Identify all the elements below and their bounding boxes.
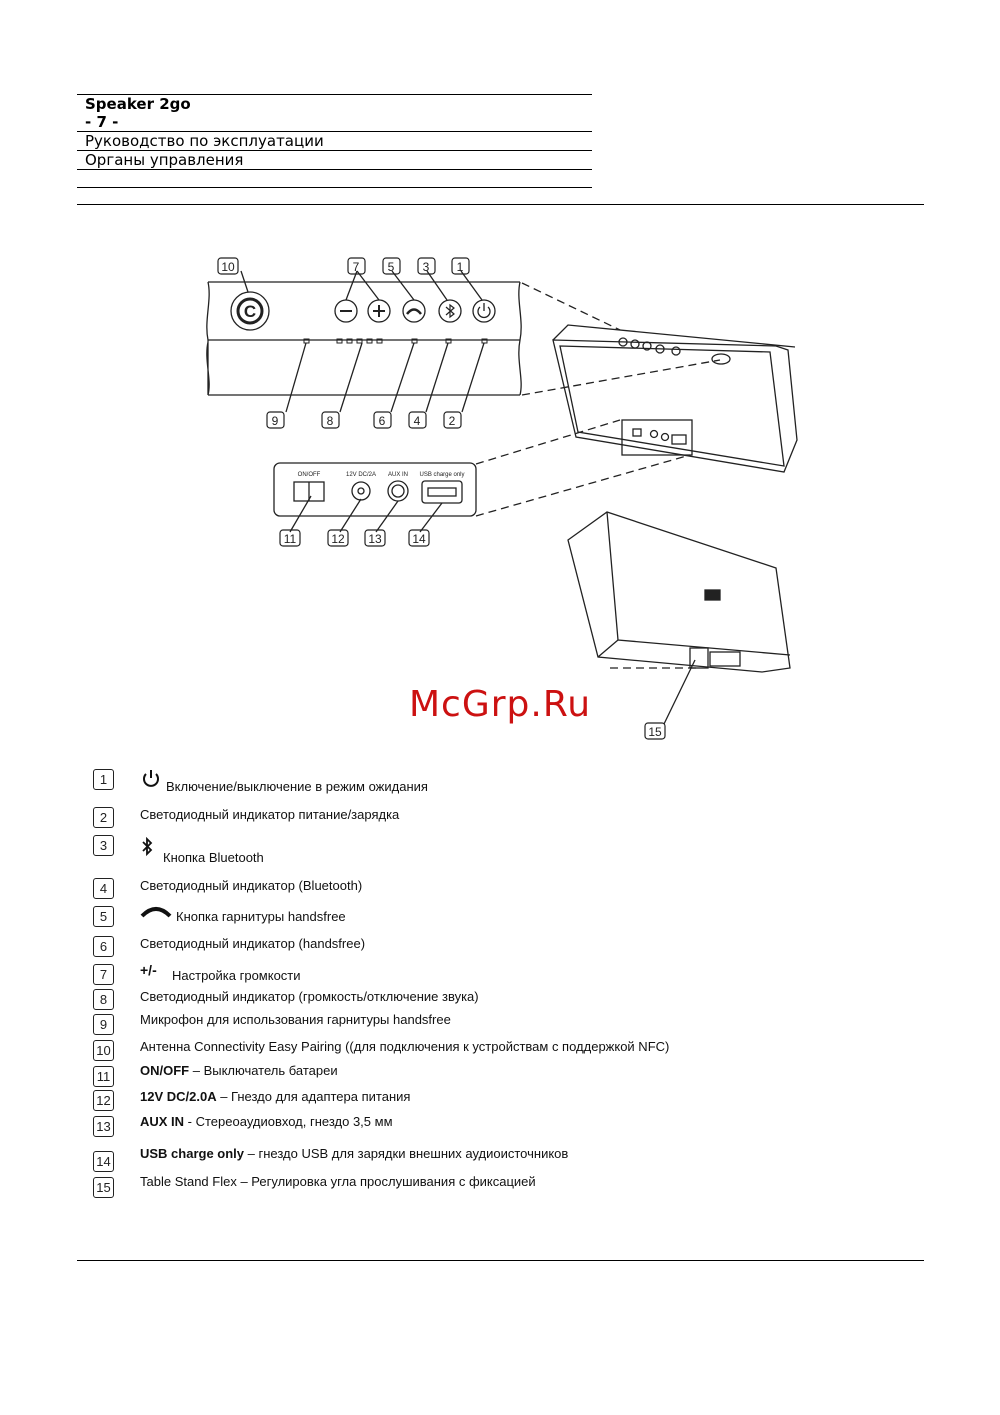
legend-number: 8 (93, 989, 114, 1010)
watermark: McGrp.Ru (408, 684, 592, 725)
callout-12: 12 (331, 532, 345, 546)
product-name: Speaker 2go (77, 94, 592, 113)
legend-number: 7 (93, 964, 114, 985)
page-number: - 7 - (85, 113, 119, 131)
legend-item-5 (93, 906, 953, 936)
callout-5: 5 (387, 260, 395, 274)
port-label-onoff: ON/OFF (297, 472, 321, 478)
speaker-stand-view (568, 512, 790, 672)
callout-8: 8 (326, 414, 334, 428)
legend-text: Микрофон для использования гарнитуры handsfree (140, 1012, 451, 1027)
legend-number: 3 (93, 835, 114, 856)
legend-text (140, 1146, 568, 1161)
port-label-aux: AUX IN (387, 472, 409, 478)
legend-text: Светодиодный индикатор (handsfree) (140, 936, 366, 951)
port-label-usb: USB charge only (419, 472, 465, 478)
callout-3: 3 (422, 260, 430, 274)
legend-text (140, 1063, 338, 1078)
legend-bold: USB charge only (140, 1146, 245, 1161)
handsfree-shape (403, 300, 425, 322)
bluetooth-icon (140, 837, 154, 857)
legend-bold: 12V DC/2.0A (140, 1089, 217, 1104)
legend-rest: – гнездо USB для зарядки внешних аудиоисточников (244, 1146, 569, 1161)
legend-number: 9 (93, 1014, 114, 1035)
nfc-logo-letter: C (243, 302, 257, 321)
legend-number: 4 (93, 878, 114, 899)
legend-text: Светодиодный индикатор (громкость/отключение звука) (140, 989, 479, 1004)
callout-15: 15 (648, 725, 662, 739)
power-icon (140, 769, 162, 789)
handset-icon (140, 906, 172, 920)
legend-item-1 (93, 769, 953, 799)
legend-item-3 (93, 835, 953, 865)
legend-item-6 (93, 936, 953, 966)
legend-text (140, 1089, 410, 1104)
legend-rest: – Выключатель батареи (189, 1063, 338, 1078)
legend-number: 2 (93, 807, 114, 828)
legend-text: Кнопка Bluetooth (163, 850, 264, 865)
callout-13: 13 (368, 532, 382, 546)
callout-14: 14 (412, 532, 426, 546)
section-title: Органы управления (77, 150, 592, 169)
legend-number: 5 (93, 906, 114, 927)
legend-text: Table Stand Flex – Регулировка угла прослушивания с фиксацией (140, 1174, 536, 1189)
legend-rest: - Стереоаудиовход, гнездо 3,5 мм (184, 1114, 393, 1129)
legend-text: Включение/выключение в режим ожидания (166, 779, 428, 794)
legend-bold: ON/OFF (140, 1063, 190, 1078)
legend-number: 12 (93, 1090, 114, 1111)
legend-number: 14 (93, 1151, 114, 1172)
callout-4: 4 (413, 414, 421, 428)
legend-text: Кнопка гарнитуры handsfree (176, 909, 346, 924)
document-header (77, 94, 592, 188)
legend-number: 13 (93, 1116, 114, 1137)
port-label-dc: 12V DC/2A (345, 472, 377, 478)
legend-text: Настройка громкости (172, 968, 301, 983)
legend-text: Антенна Connectivity Easy Pairing ((для подключения к устройствам с поддержкой NFC) (140, 1039, 670, 1054)
legend-item-2 (93, 807, 953, 837)
legend-rest: – Гнездо для адаптера питания (216, 1089, 411, 1104)
legend-item-13 (93, 1116, 953, 1146)
legend-text (140, 1114, 393, 1129)
legend-bold: AUX IN (140, 1114, 185, 1129)
legend-number: 10 (93, 1040, 114, 1061)
legend-item-4 (93, 878, 953, 908)
legend-text: Светодиодный индикатор питание/зарядка (140, 807, 400, 822)
legend-number: 1 (93, 769, 114, 790)
top-rule (77, 204, 924, 205)
legend-number: 11 (93, 1066, 114, 1087)
bottom-rule (77, 1260, 924, 1261)
callout-1: 1 (456, 260, 464, 274)
legend-text: Светодиодный индикатор (Bluetooth) (140, 878, 363, 893)
legend-number: 15 (93, 1177, 114, 1198)
callout-7: 7 (352, 260, 360, 274)
speaker-controls-figure (200, 250, 810, 750)
callout-10: 10 (221, 260, 235, 274)
legend-number: 6 (93, 936, 114, 957)
legend-item-15 (93, 1174, 953, 1207)
manual-title: Руководство по эксплуатации (77, 131, 592, 150)
callout-9: 9 (271, 414, 279, 428)
callout-2: 2 (448, 414, 456, 428)
callout-11: 11 (283, 532, 297, 546)
plus-minus-icon: +/- (140, 962, 157, 978)
speaker-body-outline (553, 340, 797, 472)
callout-6: 6 (378, 414, 386, 428)
header-empty-row (77, 169, 592, 188)
